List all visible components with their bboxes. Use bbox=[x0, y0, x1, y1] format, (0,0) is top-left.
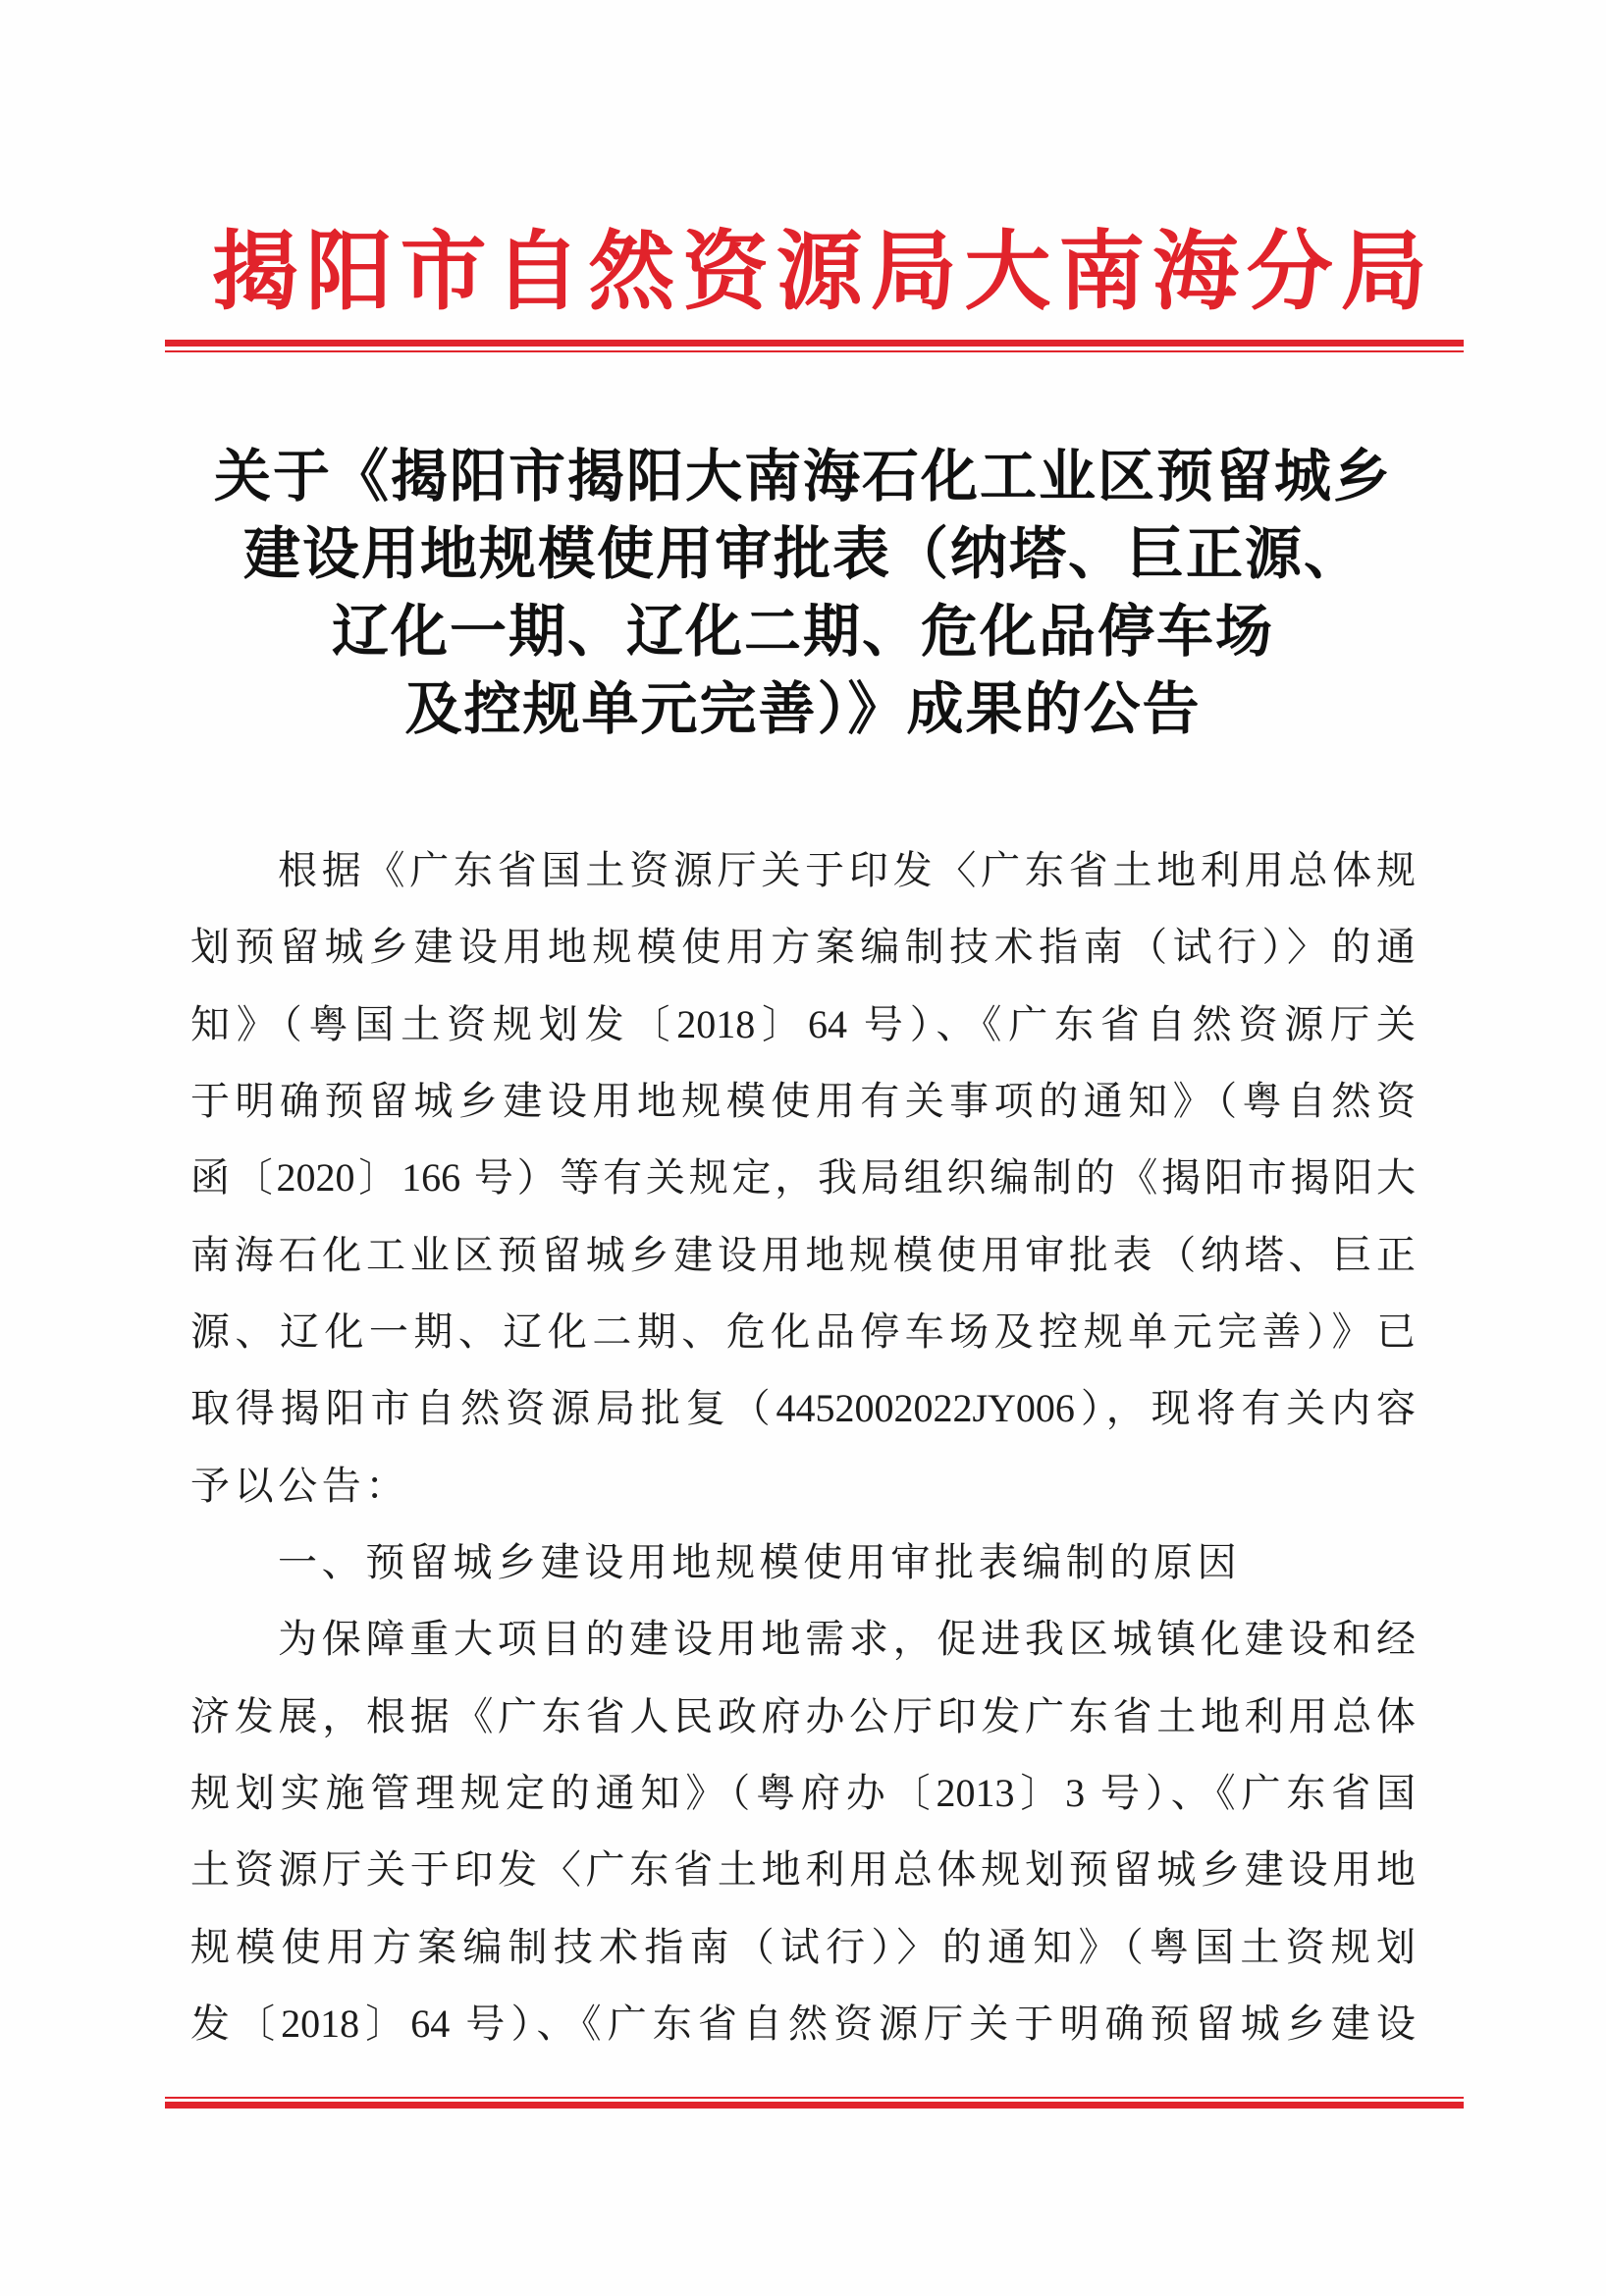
footer-rule-thick bbox=[165, 2102, 1464, 2109]
footer-rule-thin bbox=[165, 2097, 1464, 2099]
section-heading-reason bbox=[190, 1524, 1416, 1601]
notice-body bbox=[190, 832, 1416, 2062]
title-line: 及控规单元完善）》成果的公告 bbox=[404, 675, 1202, 742]
body-line: 发〔2018〕64 号）、《广东省自然资源厅关于明确预留城乡建设 bbox=[190, 2001, 1416, 2046]
title-line: 辽化一期、辽化二期、危化品停车场 bbox=[331, 598, 1274, 665]
body-line: 于明确预留城乡建设用地规模使用有关事项的通知》（粤自然资 bbox=[190, 1078, 1416, 1123]
body-line: 取得揭阳市自然资源局批复（4452002022JY006），现将有关内容 bbox=[190, 1386, 1416, 1431]
header-rule-thick bbox=[165, 340, 1464, 347]
body-line: 规划实施管理规定的通知》（粤府办〔2013〕3 号）、《广东省国 bbox=[190, 1770, 1416, 1815]
body-line: 函〔2020〕166 号）等有关规定，我局组织编制的《揭阳市揭阳大 bbox=[190, 1155, 1416, 1201]
body-line: 为保障重大项目的建设用地需求，促进我区城镇化建设和经 bbox=[278, 1617, 1416, 1662]
title-line: 关于《揭阳市揭阳大南海石化工业区预留城乡 bbox=[213, 443, 1392, 509]
paragraph-reason bbox=[190, 1601, 1416, 2062]
body-line: 土资源厅关于印发〈广东省土地利用总体规划预留城乡建设用地 bbox=[190, 1847, 1416, 1893]
body-line: 源、辽化一期、辽化二期、危化品停车场及控规单元完善）》已 bbox=[190, 1308, 1416, 1354]
body-line: 知》（粤国土资规划发〔2018〕64 号）、《广东省自然资源厅关 bbox=[190, 1001, 1416, 1046]
body-line: 南海石化工业区预留城乡建设用地规模使用审批表（纳塔、巨正 bbox=[190, 1232, 1416, 1277]
section-heading-line: 一、预留城乡建设用地规模使用审批表编制的原因 bbox=[278, 1539, 1242, 1584]
body-line: 根据《广东省国土资源厅关于印发〈广东省土地利用总体规 bbox=[278, 848, 1416, 892]
title-line: 建设用地规模使用审批表（纳塔、巨正源、 bbox=[242, 520, 1363, 587]
body-line: 予以公告： bbox=[190, 1463, 409, 1508]
body-line: 规模使用方案编制技术指南（试行）〉的通知》（粤国土资规划 bbox=[190, 1924, 1416, 1969]
paragraph-legal-basis bbox=[190, 832, 1416, 1524]
notice-title bbox=[0, 438, 1606, 748]
body-line: 济发展，根据《广东省人民政府办公厅印发广东省土地利用总体 bbox=[190, 1693, 1416, 1738]
issuing-agency-header: 揭阳市自然资源局大南海分局 bbox=[212, 220, 1435, 322]
header-rule-thin bbox=[165, 350, 1464, 352]
body-line: 划预留城乡建设用地规模使用方案编制技术指南（试行）〉的通 bbox=[190, 925, 1416, 970]
